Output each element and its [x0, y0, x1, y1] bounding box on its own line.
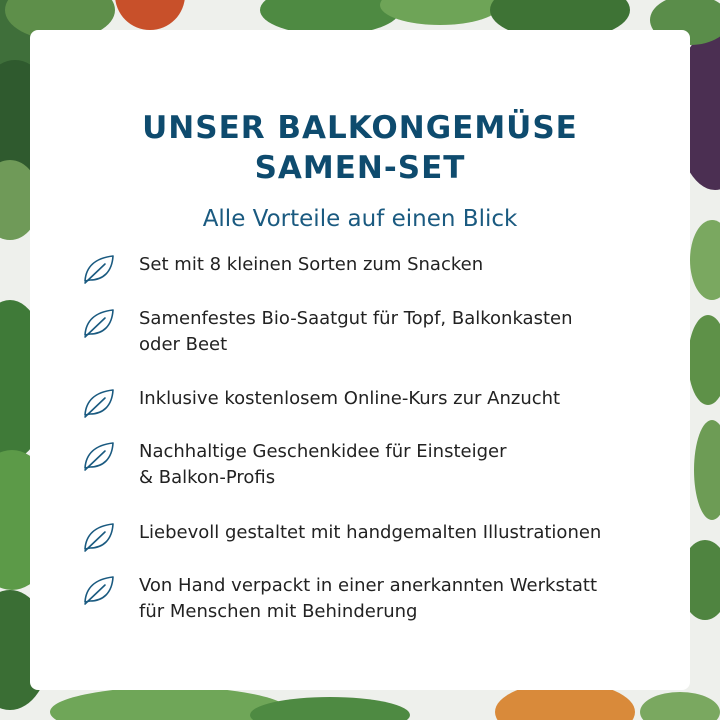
title-line-1: UNSER BALKONGEMÜSE [142, 110, 578, 146]
title-line-2: SAMEN-SET [254, 150, 466, 186]
benefit-line-1: Samenfestes Bio-Saatgut für Topf, Balkonkasten [139, 308, 573, 329]
benefit-list [30, 30, 690, 690]
benefit-line-1: Von Hand verpackt in einer anerkannten Werkstatt [139, 575, 598, 596]
benefit-line-1: Liebevoll gestaltet mit handgemalten Illustrationen [139, 522, 602, 543]
benefit-line-2: für Menschen mit Behinderung [139, 601, 418, 622]
benefit-text [139, 520, 649, 546]
benefit-text [139, 252, 649, 278]
benefit-text [139, 386, 649, 412]
leaf-icon [82, 439, 116, 473]
leaf-icon [82, 252, 116, 286]
benefit-text [139, 439, 649, 491]
benefits-card [30, 30, 690, 690]
benefit-line-1: Set mit 8 kleinen Sorten zum Snacken [139, 254, 484, 275]
leaf-icon [82, 573, 116, 607]
benefit-line-1: Nachhaltige Geschenkidee für Einsteiger [139, 441, 507, 462]
subtitle: Alle Vorteile auf einen Blick [202, 206, 518, 232]
leaf-icon [82, 386, 116, 420]
benefit-line-2: & Balkon-Profis [139, 467, 276, 488]
leaf-icon [82, 306, 116, 340]
leaf-icon [82, 520, 116, 554]
benefit-line-1: Inklusive kostenlosem Online-Kurs zur Anzucht [139, 388, 561, 409]
benefit-line-2: oder Beet [139, 334, 228, 355]
benefit-text [139, 573, 649, 625]
benefit-text [139, 306, 649, 358]
